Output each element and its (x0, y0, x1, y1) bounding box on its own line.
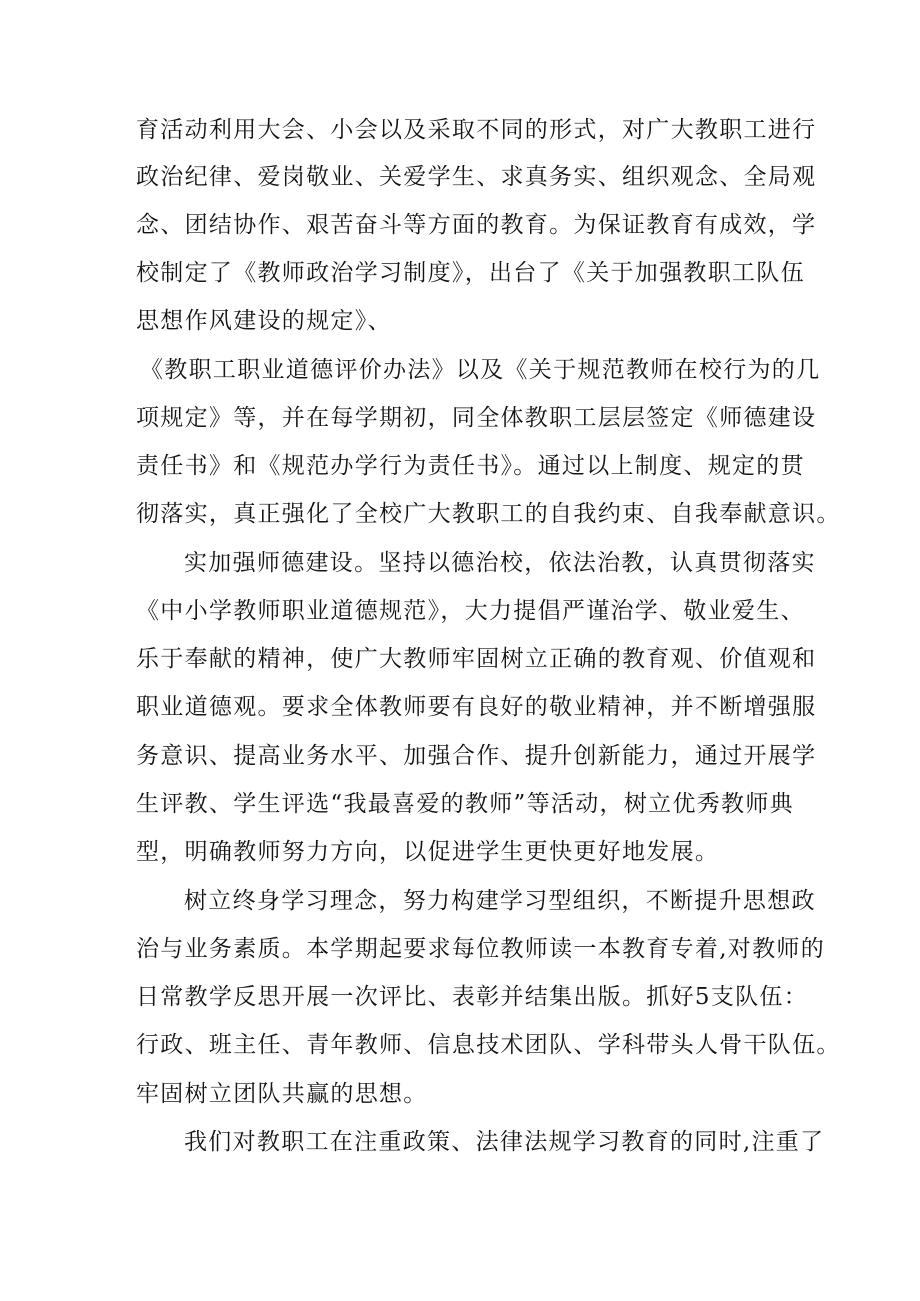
text-line: 责任书》和《规范办学行为责任书》。通过以上制度、规定的贯 (136, 453, 805, 479)
text-line: 思想作风建设的规定》、 (136, 308, 392, 334)
text-line: 行政、班主任、青年教师、信息技术团队、学科带头人骨干队伍。 (136, 1032, 841, 1058)
text-line: 务意识、提高业务水平、加强合作、提升创新能力，通过开展学 (136, 743, 817, 769)
text-line: 彻落实，真正强化了全校广大教职工的自我约束、自我奉献意识。 (136, 501, 841, 527)
text-line: 校制定了《教师政治学习制度》，出台了《关于加强教职工队伍 (136, 260, 805, 286)
text-line: 《中小学教师职业道德规范》，大力提倡严谨治学、敬业爱生、 (136, 598, 805, 624)
text-line: 乐于奉献的精神，使广大教师牢固树立正确的教育观、价值观和 (136, 646, 817, 672)
paragraph-first-line: 我们对教职工在注重政策、法律法规学习教育的同时,注重了 (184, 1129, 825, 1155)
text-line: 职业道德观。要求全体教师要有良好的敬业精神，并不断增强服 (136, 694, 817, 720)
text-line: 生评教、学生评选“我最喜爱的教师”等活动，树立优秀教师典 (136, 791, 794, 817)
paragraph-first-line: 实加强师德建设。坚持以德治校，依法治教，认真贯彻落实 (184, 550, 816, 576)
paragraph-first-line: 树立终身学习理念，努力构建学习型组织，不断提升思想政 (184, 888, 816, 914)
text-line: 治与业务素质。本学期起要求每位教师读一本教育专着,对教师的 (136, 936, 826, 962)
text-line: 《教职工职业道德评价办法》以及《关于规范教师在校行为的几 (140, 357, 821, 383)
text-line: 项规定》等，并在每学期初，同全体教职工层层签定《师德建设 (136, 405, 817, 431)
text-line: 念、团结协作、艰苦奋斗等方面的教育。为保证教育有成效，学 (136, 212, 817, 238)
text-line: 牢固树立团队共赢的思想。 (136, 1081, 428, 1107)
text-line: 日常教学反思开展一次评比、表彰并结集出版。抓好5支队伍： (136, 984, 809, 1010)
text-line: 政治纪律、爱岗敬业、关爱学生、求真务实、组织观念、全局观 (136, 164, 817, 190)
text-line: 育活动利用大会、小会以及采取不同的形式，对广大教职工进行 (136, 117, 817, 143)
text-line: 型，明确教师努力方向，以促进学生更快更好地发展。 (136, 839, 720, 865)
